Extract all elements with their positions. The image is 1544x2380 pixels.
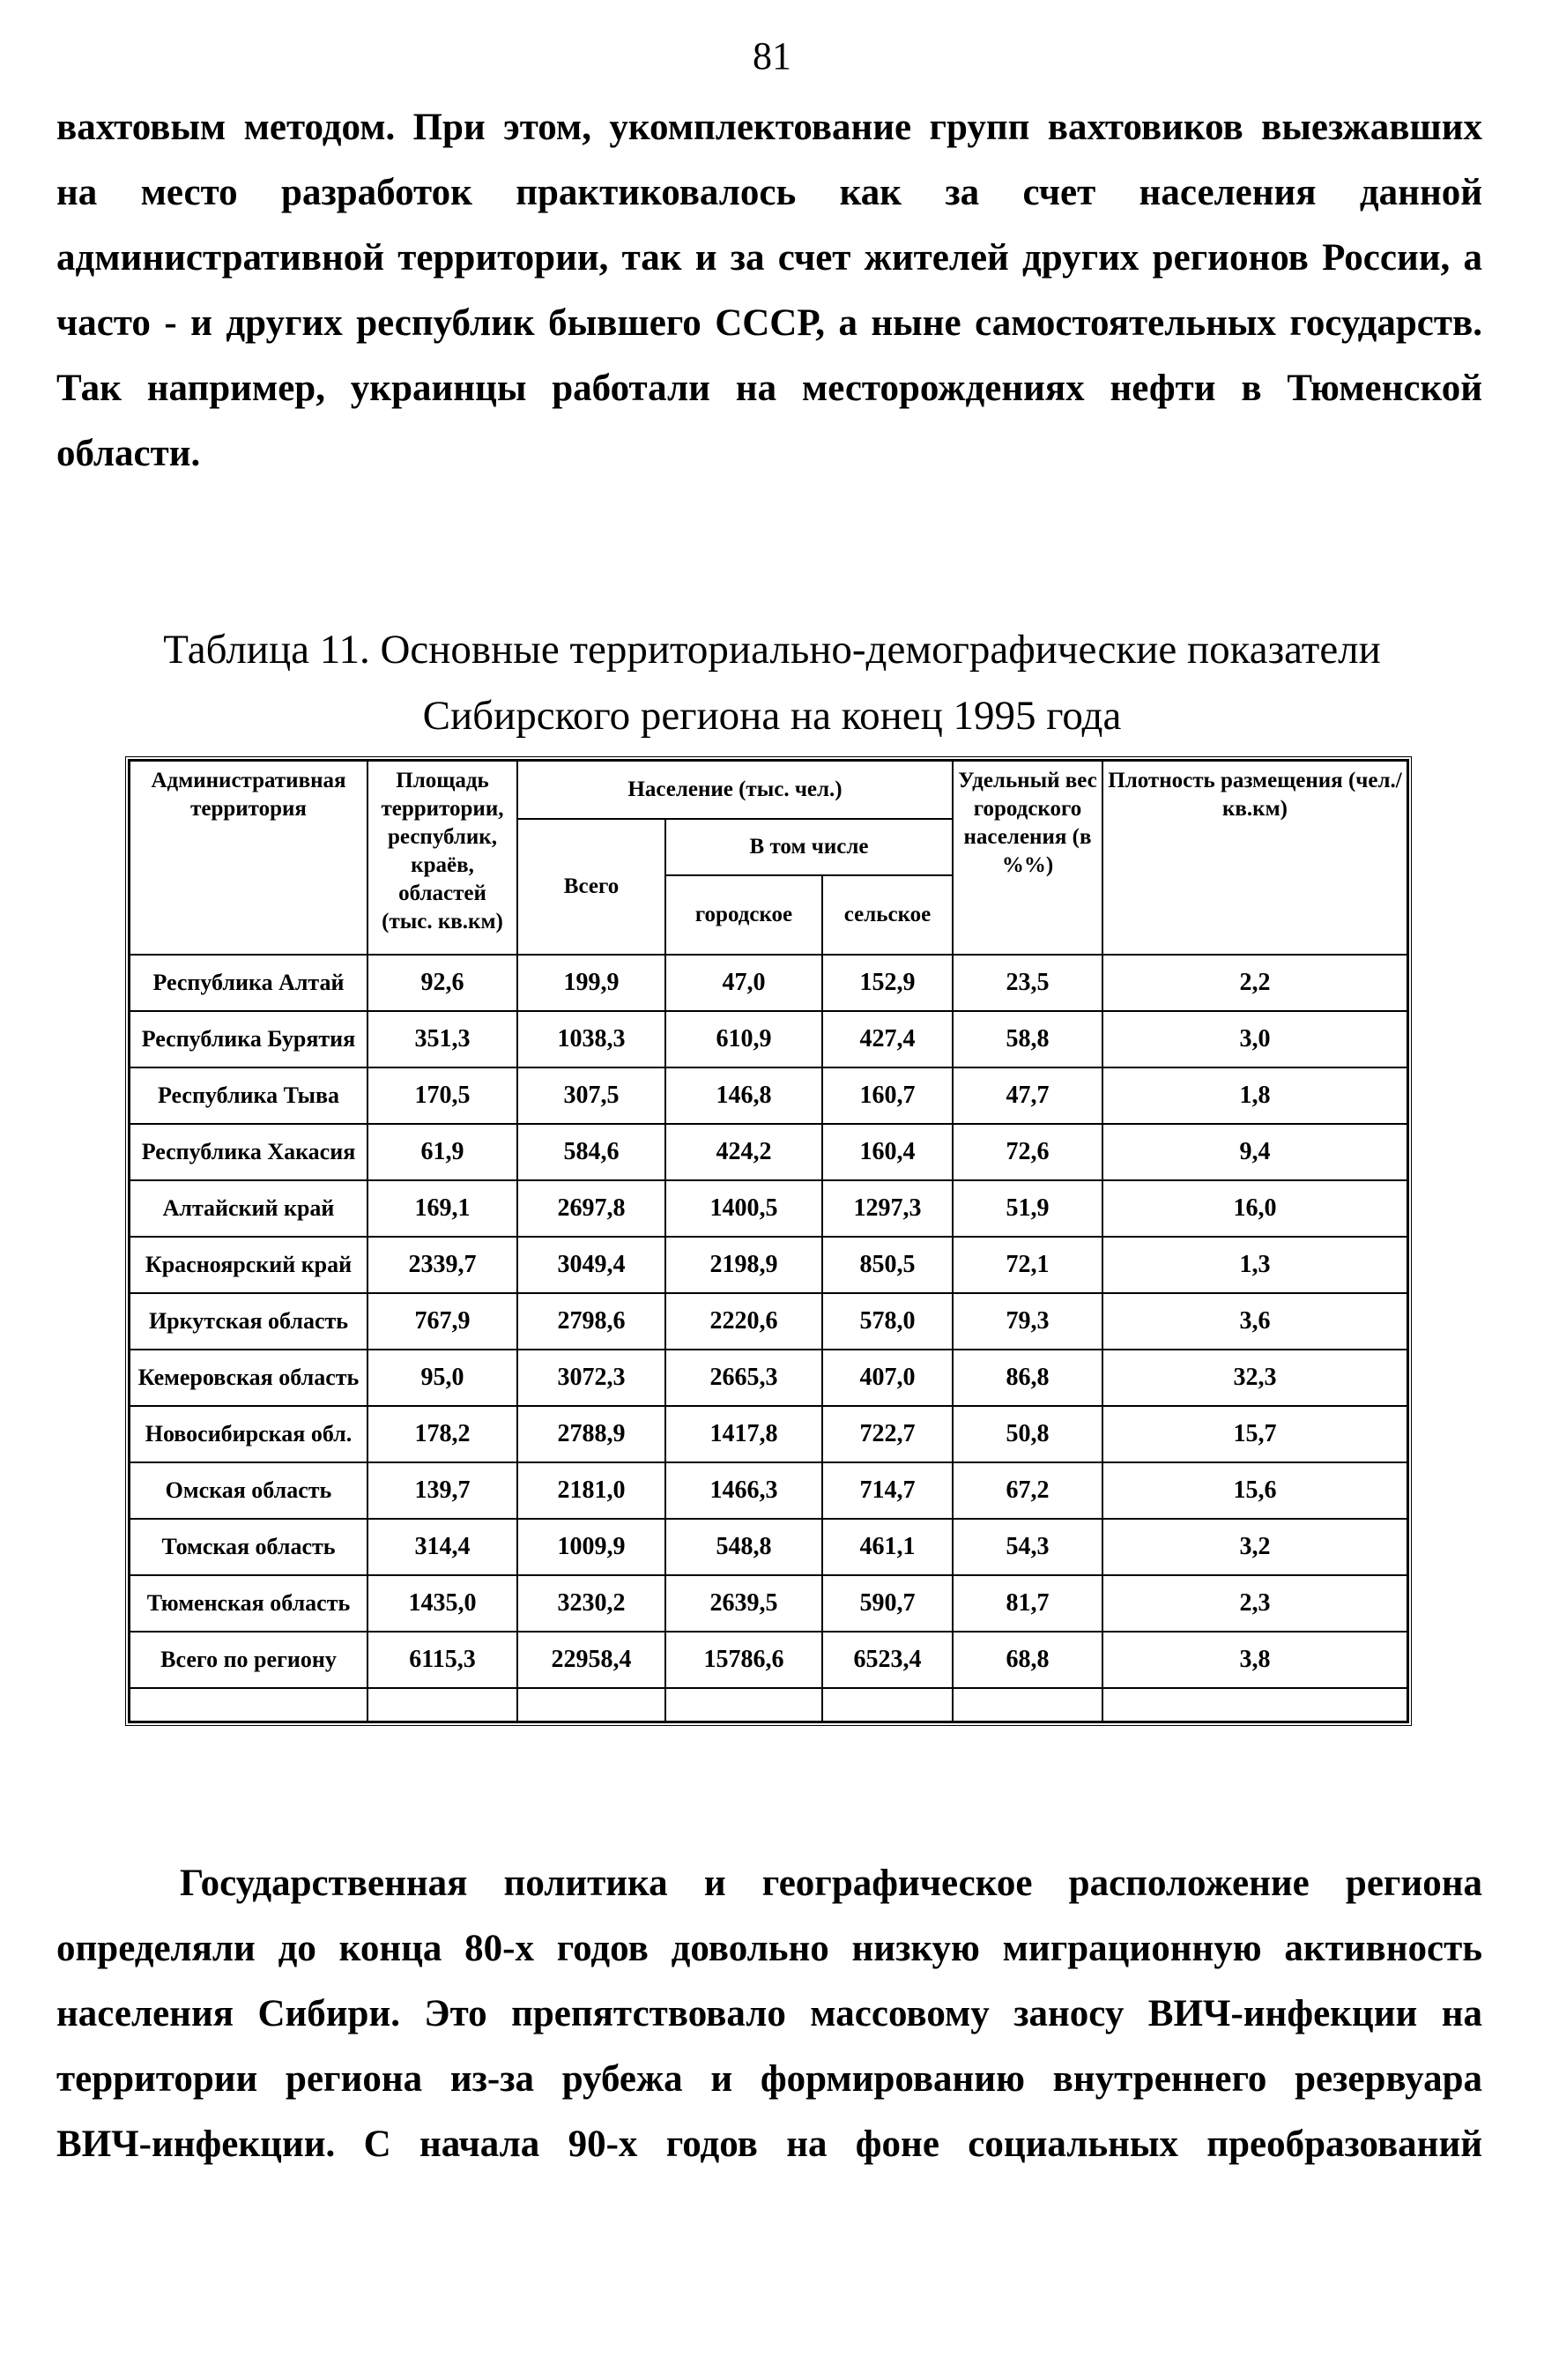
table-row bbox=[130, 1632, 1407, 1688]
cell-total: 307,5 bbox=[517, 1067, 665, 1124]
cell-total: 1009,9 bbox=[517, 1519, 665, 1575]
cell-rural: 714,7 bbox=[822, 1462, 953, 1519]
cell-name: Республика Алтай bbox=[130, 955, 367, 1011]
cell-urban: 15786,6 bbox=[665, 1632, 822, 1688]
cell-urban: 548,8 bbox=[665, 1519, 822, 1575]
cell-rural: 722,7 bbox=[822, 1406, 953, 1462]
text-line: часто - и других республик бывшего СССР, а ныне самостоятельных государств. bbox=[56, 302, 1482, 344]
empty-cell bbox=[1102, 1688, 1407, 1722]
cell-area: 351,3 bbox=[367, 1011, 517, 1067]
table-row bbox=[130, 1237, 1407, 1293]
cell-total: 2181,0 bbox=[517, 1462, 665, 1519]
cell-total: 3049,4 bbox=[517, 1237, 665, 1293]
cell-name: Республика Хакасия bbox=[130, 1124, 367, 1180]
cell-urban: 2198,9 bbox=[665, 1237, 822, 1293]
table-row bbox=[130, 955, 1407, 1011]
cell-urban: 47,0 bbox=[665, 955, 822, 1011]
cell-share: 23,5 bbox=[953, 955, 1102, 1011]
table-row bbox=[130, 1067, 1407, 1124]
header-rural: сельское bbox=[822, 875, 953, 955]
text-line: территории региона из-за рубежа и формированию внутреннего резервуара bbox=[56, 2058, 1482, 2100]
cell-density: 15,6 bbox=[1102, 1462, 1407, 1519]
header-population: Население (тыс. чел.) bbox=[517, 761, 953, 819]
cell-density: 15,7 bbox=[1102, 1406, 1407, 1462]
cell-name: Новосибирская обл. bbox=[130, 1406, 367, 1462]
cell-total: 2798,6 bbox=[517, 1293, 665, 1350]
cell-total: 3230,2 bbox=[517, 1575, 665, 1632]
cell-total: 1038,3 bbox=[517, 1011, 665, 1067]
cell-rural: 6523,4 bbox=[822, 1632, 953, 1688]
cell-urban: 1417,8 bbox=[665, 1406, 822, 1462]
cell-name: Тюменская область bbox=[130, 1575, 367, 1632]
text-line: Государственная политика и географическое расположение региона bbox=[180, 1863, 1482, 1904]
cell-density: 9,4 bbox=[1102, 1124, 1407, 1180]
empty-cell bbox=[130, 1688, 367, 1722]
cell-share: 72,6 bbox=[953, 1124, 1102, 1180]
cell-density: 3,8 bbox=[1102, 1632, 1407, 1688]
cell-rural: 407,0 bbox=[822, 1350, 953, 1406]
paragraph-bottom bbox=[56, 1851, 1482, 2177]
header-urban-share: Удельный вес городского населения (в %%) bbox=[953, 761, 1102, 955]
cell-density: 3,0 bbox=[1102, 1011, 1407, 1067]
cell-share: 51,9 bbox=[953, 1180, 1102, 1237]
cell-density: 3,6 bbox=[1102, 1293, 1407, 1350]
page-number: 81 bbox=[753, 34, 791, 78]
text-line: Так например, украинцы работали на месторождениях нефти в Тюменской bbox=[56, 368, 1482, 409]
cell-area: 314,4 bbox=[367, 1519, 517, 1575]
paragraph-top bbox=[56, 95, 1482, 487]
cell-total: 199,9 bbox=[517, 955, 665, 1011]
cell-rural: 461,1 bbox=[822, 1519, 953, 1575]
text-line: ВИЧ-инфекции. С начала 90-х годов на фоне социальных преобразований bbox=[56, 2123, 1482, 2165]
cell-density: 32,3 bbox=[1102, 1350, 1407, 1406]
table-row bbox=[130, 1519, 1407, 1575]
data-table bbox=[129, 760, 1408, 1722]
cell-urban: 146,8 bbox=[665, 1067, 822, 1124]
text-line: административной территории, так и за счет жителей других регионов России, а bbox=[56, 237, 1482, 279]
cell-density: 2,3 bbox=[1102, 1575, 1407, 1632]
header-density: Плотность размещения (чел./ кв.км) bbox=[1102, 761, 1407, 955]
empty-cell bbox=[953, 1688, 1102, 1722]
cell-rural: 850,5 bbox=[822, 1237, 953, 1293]
cell-share: 79,3 bbox=[953, 1293, 1102, 1350]
text-line: вахтовым методом. При этом, укомплектование групп вахтовиков выезжавших bbox=[56, 107, 1482, 148]
table-row bbox=[130, 1011, 1407, 1067]
header-area: Площадь территории, республик, краёв, областей (тыс. кв.км) bbox=[367, 761, 517, 955]
cell-urban: 2665,3 bbox=[665, 1350, 822, 1406]
cell-area: 170,5 bbox=[367, 1067, 517, 1124]
cell-name: Иркутская область bbox=[130, 1293, 367, 1350]
cell-area: 92,6 bbox=[367, 955, 517, 1011]
header-total: Всего bbox=[517, 819, 665, 955]
cell-urban: 610,9 bbox=[665, 1011, 822, 1067]
cell-name: Республика Бурятия bbox=[130, 1011, 367, 1067]
cell-rural: 590,7 bbox=[822, 1575, 953, 1632]
table-row bbox=[130, 1180, 1407, 1237]
cell-area: 95,0 bbox=[367, 1350, 517, 1406]
table-row bbox=[130, 1406, 1407, 1462]
cell-area: 139,7 bbox=[367, 1462, 517, 1519]
cell-density: 1,8 bbox=[1102, 1067, 1407, 1124]
empty-cell bbox=[367, 1688, 517, 1722]
cell-area: 1435,0 bbox=[367, 1575, 517, 1632]
text-line: определяли до конца 80-х годов довольно низкую миграционную активность bbox=[56, 1928, 1482, 1969]
table-row bbox=[130, 1350, 1407, 1406]
text-line: области. bbox=[56, 433, 201, 474]
cell-rural: 1297,3 bbox=[822, 1180, 953, 1237]
table-row bbox=[130, 1462, 1407, 1519]
cell-name: Омская область bbox=[130, 1462, 367, 1519]
cell-rural: 427,4 bbox=[822, 1011, 953, 1067]
cell-urban: 424,2 bbox=[665, 1124, 822, 1180]
header-including: В том числе bbox=[665, 819, 953, 875]
cell-density: 2,2 bbox=[1102, 955, 1407, 1011]
data-table-frame bbox=[125, 756, 1412, 1726]
table-row bbox=[130, 1124, 1407, 1180]
cell-total: 2788,9 bbox=[517, 1406, 665, 1462]
text-line: на место разработок практиковалось как за счет населения данной bbox=[56, 172, 1482, 213]
empty-cell bbox=[822, 1688, 953, 1722]
cell-area: 178,2 bbox=[367, 1406, 517, 1462]
cell-name: Томская область bbox=[130, 1519, 367, 1575]
cell-share: 54,3 bbox=[953, 1519, 1102, 1575]
cell-total: 2697,8 bbox=[517, 1180, 665, 1237]
cell-urban: 2639,5 bbox=[665, 1575, 822, 1632]
table-caption-subtitle: Сибирского региона на конец 1995 года bbox=[422, 693, 1122, 739]
cell-area: 2339,7 bbox=[367, 1237, 517, 1293]
cell-density: 16,0 bbox=[1102, 1180, 1407, 1237]
cell-rural: 160,7 bbox=[822, 1067, 953, 1124]
cell-rural: 578,0 bbox=[822, 1293, 953, 1350]
cell-share: 81,7 bbox=[953, 1575, 1102, 1632]
empty-cell bbox=[665, 1688, 822, 1722]
empty-cell bbox=[517, 1688, 665, 1722]
cell-name: Красноярский край bbox=[130, 1237, 367, 1293]
cell-name: Алтайский край bbox=[130, 1180, 367, 1237]
cell-total: 584,6 bbox=[517, 1124, 665, 1180]
cell-share: 47,7 bbox=[953, 1067, 1102, 1124]
cell-name: Республика Тыва bbox=[130, 1067, 367, 1124]
cell-total: 22958,4 bbox=[517, 1632, 665, 1688]
cell-total: 3072,3 bbox=[517, 1350, 665, 1406]
cell-urban: 1400,5 bbox=[665, 1180, 822, 1237]
cell-area: 6115,3 bbox=[367, 1632, 517, 1688]
cell-name: Кемеровская область bbox=[130, 1350, 367, 1406]
header-territory: Административная территория bbox=[130, 761, 367, 955]
cell-share: 50,8 bbox=[953, 1406, 1102, 1462]
cell-density: 3,2 bbox=[1102, 1519, 1407, 1575]
cell-area: 61,9 bbox=[367, 1124, 517, 1180]
table-row bbox=[130, 1293, 1407, 1350]
cell-name: Всего по региону bbox=[130, 1632, 367, 1688]
cell-area: 169,1 bbox=[367, 1180, 517, 1237]
cell-share: 58,8 bbox=[953, 1011, 1102, 1067]
header-urban: городское bbox=[665, 875, 822, 955]
table-caption: Таблица 11. Основные территориально-демографические показатели bbox=[163, 627, 1381, 673]
cell-urban: 1466,3 bbox=[665, 1462, 822, 1519]
cell-share: 72,1 bbox=[953, 1237, 1102, 1293]
cell-share: 86,8 bbox=[953, 1350, 1102, 1406]
cell-rural: 152,9 bbox=[822, 955, 953, 1011]
cell-rural: 160,4 bbox=[822, 1124, 953, 1180]
cell-share: 67,2 bbox=[953, 1462, 1102, 1519]
cell-area: 767,9 bbox=[367, 1293, 517, 1350]
cell-share: 68,8 bbox=[953, 1632, 1102, 1688]
cell-density: 1,3 bbox=[1102, 1237, 1407, 1293]
cell-urban: 2220,6 bbox=[665, 1293, 822, 1350]
text-line: населения Сибири. Это препятствовало массовому заносу ВИЧ-инфекции на bbox=[56, 1993, 1482, 2034]
table-row bbox=[130, 1575, 1407, 1632]
table-bottom-spacer bbox=[130, 1688, 1407, 1722]
